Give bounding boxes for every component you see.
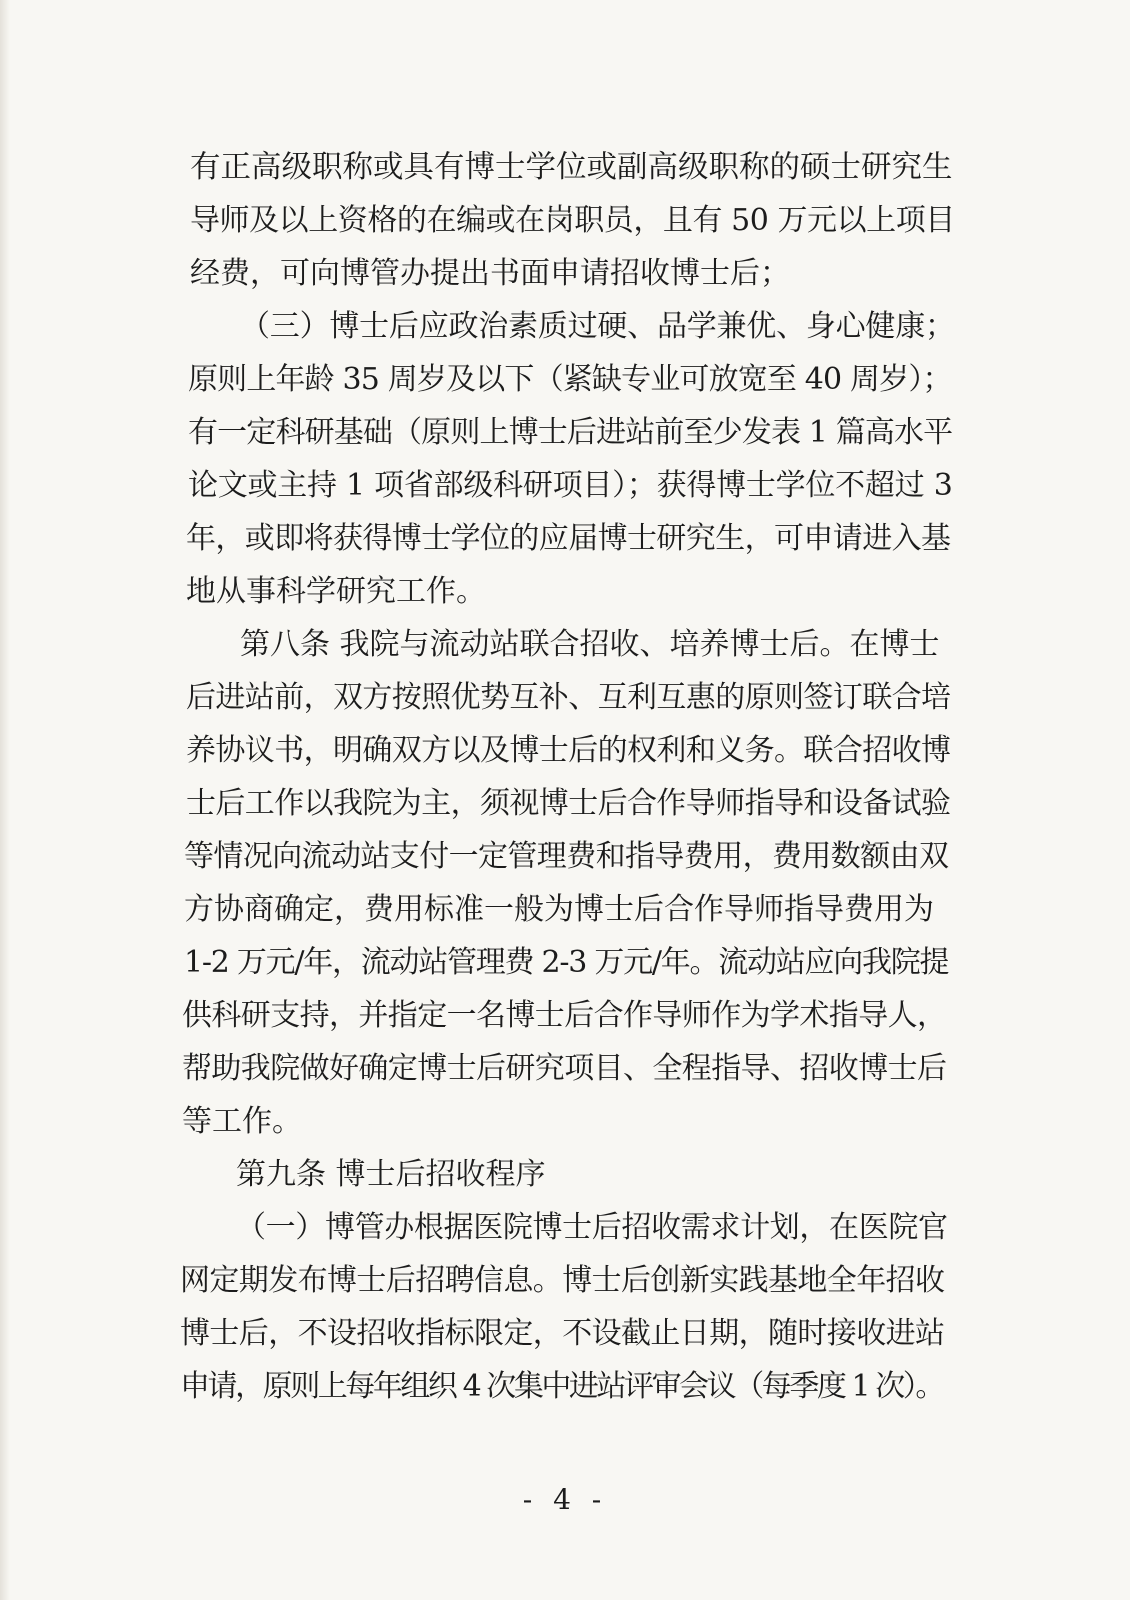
text-line-12: 养协议书，明确双方以及博士后的权利和义务。联合招收博 [186, 733, 951, 768]
text-line-15: 方协商确定，费用标准一般为博士后合作导师指导费用为 [184, 892, 934, 927]
text-line-19: 等工作。 [182, 1104, 302, 1139]
text-line-2: 导师及以上资格的在编或在岗职员，且有 50 万元以上项目 [190, 203, 955, 238]
text-line-17: 供科研支持，并指定一名博士后合作导师作为学术指导人， [182, 998, 947, 1033]
page-number: - 4 - [522, 1483, 608, 1516]
text-line-11: 后进站前，双方按照优势互补、互利互惠的原则签订联合培 [186, 680, 951, 715]
text-line-8: 年，或即将获得博士学位的应届博士研究生，可申请进入基 [186, 521, 951, 556]
text-line-3: 经费，可向博管办提出书面申请招收博士后； [190, 256, 790, 291]
text-line-4: （三）博士后应政治素质过硬、品学兼优、身心健康； [240, 309, 955, 344]
text-line-23: 博士后，不设招收指标限定，不设截止日期，随时接收进站 [180, 1316, 945, 1351]
text-line-6: 有一定科研基础（原则上博士后进站前至少发表 1 篇高水平 [188, 415, 953, 450]
text-line-21: （一）博管办根据医院博士后招收需求计划，在医院官 [236, 1210, 948, 1245]
text-line-24: 申请，原则上每年组织 4 次集中进站评审会议（每季度 1 次）。 [180, 1369, 943, 1404]
text-line-13: 士后工作以我院为主，须视博士后合作导师指导和设备试验 [186, 786, 951, 821]
text-line-16: 1-2 万元/年，流动站管理费 2-3 万元/年。流动站应向我院提 [184, 945, 949, 980]
page-edge-shadow [0, 0, 10, 1600]
text-line-18: 帮助我院做好确定博士后研究项目、全程指导、招收博士后 [182, 1051, 947, 1086]
text-line-14: 等情况向流动站支付一定管理费和指导费用，费用数额由双 [184, 839, 949, 874]
text-line-22: 网定期发布博士后招聘信息。博士后创新实践基地全年招收 [180, 1263, 945, 1298]
text-line-9: 地从事科学研究工作。 [186, 574, 486, 609]
text-line-20: 第九条 博士后招收程序 [236, 1157, 546, 1192]
text-line-7: 论文或主持 1 项省部级科研项目）；获得博士学位不超过 3 [188, 468, 953, 503]
text-line-1: 有正高级职称或具有博士学位或副高级职称的硕士研究生 [190, 150, 953, 185]
text-line-5: 原则上年龄 35 周岁及以下（紧缺专业可放宽至 40 周岁）； [188, 362, 952, 397]
text-line-10: 第八条 我院与流动站联合招收、培养博士后。在博士 [240, 627, 940, 662]
